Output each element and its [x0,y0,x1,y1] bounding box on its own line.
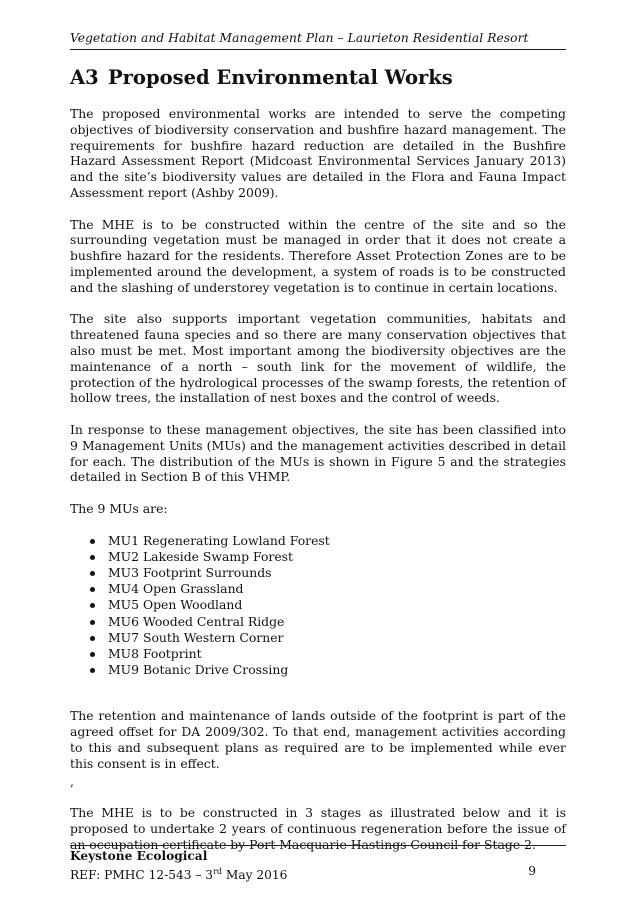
section-heading [70,66,453,89]
footer-ref-row [70,864,566,883]
paragraph-intro: The proposed environmental works are intended to serve the competing objectives of biodiversity conservation and bushfire hazard management. The requirements for bushfire hazard reduction are detailed in the Bushfire Hazard Assessment Report (Midcoast Environmental Services January 2013) and the site’s biodiversity values are detailed in the Flora and Fauna Impact Assessment report (Ashby 2009). [70,106,566,200]
spacer [70,694,566,708]
bullet-icon [90,571,95,576]
bullet-icon [90,539,95,544]
paragraph-mhe-construction: The MHE is to be constructed within the centre of the site and so the surrounding vegetation must be managed in order that it does not create a bushfire hazard for the residents. Therefore Asset Protection Zones are to be implemented around the development, a system of roads is to be constructed and the slashing of understorey vegetation is to continue in certain locations. [70,216,566,295]
section-title: Proposed Environmental Works [108,66,453,89]
list-item: MU3 Footprint Surrounds [70,565,566,581]
footer-reference: REF: PMHC 12-543 – 3rd May 2016 [70,867,288,883]
paragraph-management-units: In response to these management objectives, the site has been classified into 9 Management Units (MUs) and the management activities described in detail for each. The distribution of the MUs is shown in Figure 5 and the strategies detailed in Section B of this VHMP. [70,421,566,485]
bullet-icon [90,620,95,625]
mu-list [70,533,566,679]
section-number: A3 [70,66,99,89]
bullet-icon [90,652,95,657]
body-text [70,106,566,868]
running-header: Vegetation and Habitat Management Plan – Laurieton Residential Resort [70,31,566,50]
stray-comma: , [70,774,74,790]
paragraph-mu-intro: The 9 MUs are: [70,500,168,516]
page-footer [70,845,566,883]
list-item: MU2 Lakeside Swamp Forest [70,549,566,565]
list-item: MU9 Botanic Drive Crossing [70,662,566,678]
list-item: MU6 Wooded Central Ridge [70,614,566,630]
paragraph-retention: The retention and maintenance of lands outside of the footprint is part of the agreed offset for DA 2009/302. To that end, management activities according to this and subsequent plans as required are to be implemented while ever this consent is in effect. [70,708,566,771]
list-item: MU8 Footprint [70,646,566,662]
bullet-icon [90,555,95,560]
list-item: MU5 Open Woodland [70,597,566,613]
bullet-icon [90,587,95,592]
bullet-icon [90,668,95,673]
footer-company: Keystone Ecological [70,849,208,863]
bullet-icon [90,636,95,641]
list-item: MU7 South Western Corner [70,630,566,646]
list-item: MU1 Regenerating Lowland Forest [70,533,566,549]
page-number: 9 [528,864,536,878]
list-item: MU4 Open Grassland [70,581,566,597]
paragraph-stages: The MHE is to be constructed in 3 stages as illustrated below and it is proposed to undertake 2 years of continuous regeneration before the issue of an occupation certificate by Port Macquarie Hastings Council for Stage 2. [70,805,566,852]
paragraph-biodiversity: The site also supports important vegetation communities, habitats and threatened fauna species and so there are many conservation objectives that also must be met. Most important among the biodiversity objectives are the maintenance of a north – south link for the movement of wildlife, the protection of the hydrological processes of the swamp forests, the retention of hollow trees, the installation of nest boxes and the control of weeds. [70,311,566,406]
bullet-icon [90,603,95,608]
